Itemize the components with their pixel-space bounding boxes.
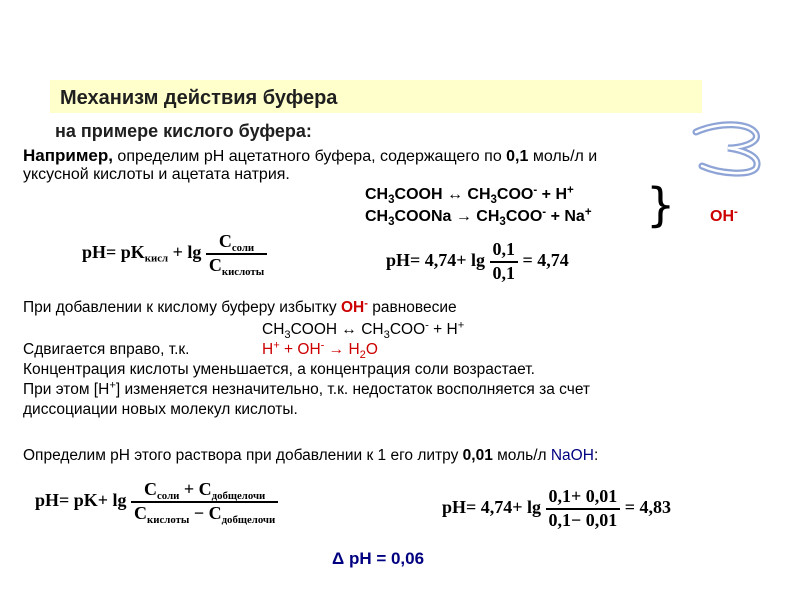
- intro-line-1: Например, определим рН ацетатного буфера, содержащего по 0,1 моль/л и: [23, 146, 598, 165]
- explanation-line-5: При этом [H+] изменяется незначительно, т.к. недостаток восполняется за счет: [23, 379, 591, 398]
- formula2-fraction: $\frac{C_{соли} + C_{добщелочи}}{C_{кислоты} - C_{добщелочи}}$: [131, 480, 278, 524]
- ph-calculation-2: pH= 4,74+ lg $\frac{0,1+ 0,01}{0,1- 0,01}$ = 4,83: [442, 486, 672, 530]
- slide-subtitle: на примере кислого буфера:: [55, 121, 312, 141]
- slide-title: Механизм действия буфера: [60, 87, 338, 109]
- reaction-salt-dissociation: $CH_3COONa \to CH_3COO^- + Na^+$: [365, 206, 592, 229]
- brace-icon: }: [646, 178, 676, 232]
- curved-arrow-icon: [690, 118, 770, 178]
- ph-calculation-1: pH= 4,74+ lg $\frac{0,1}{0,1}$ = 4,74: [386, 239, 569, 283]
- explanation-line-1: При добавлении к кислому буферу избытку OH- равновесие: [23, 297, 457, 316]
- neutralization-reaction: $H^+ + OH^- \to H_2O$: [262, 339, 378, 361]
- formula1-fraction: $\frac{C_{соли}}{C_{кислоты}}$: [206, 232, 267, 276]
- formula-with-alkali: pH= pK+ lg $\frac{C_{соли} + C_{добщелочи}}{C_{кислоты} - C_{добщелочи}}$: [35, 480, 278, 524]
- explanation-line-6: диссоциации новых молекул кислоты.: [23, 401, 298, 418]
- explanation-equilibrium: $CH_3COOH$ ↔ $CH_3COO^- + H^+$: [262, 319, 465, 341]
- explanation-line-4: Концентрация кислоты уменьшается, а концентрация соли возрастает.: [23, 361, 535, 378]
- delta-ph-result: Δ рН = 0,06: [332, 549, 425, 568]
- henderson-formula: $pH= pK_{кисл} + \lg$ $\frac{C_{соли}}{C_{кислоты}}$: [82, 232, 267, 276]
- question-line: Определим рН этого раствора при добавлении к 1 его литру 0,01 моль/л NaOH:: [23, 447, 599, 464]
- hydroxide-label: OH-: [710, 206, 738, 225]
- reaction-acid-dissociation: $CH_3COOH$ ↔ $CH_3COO^- + H^+$: [365, 184, 574, 207]
- explanation-line-3: Сдвигается вправо, т.к.: [23, 341, 190, 358]
- intro-lead: Например,: [23, 146, 113, 165]
- intro-line-2: уксусной кислоты и ацетата натрия.: [23, 166, 290, 183]
